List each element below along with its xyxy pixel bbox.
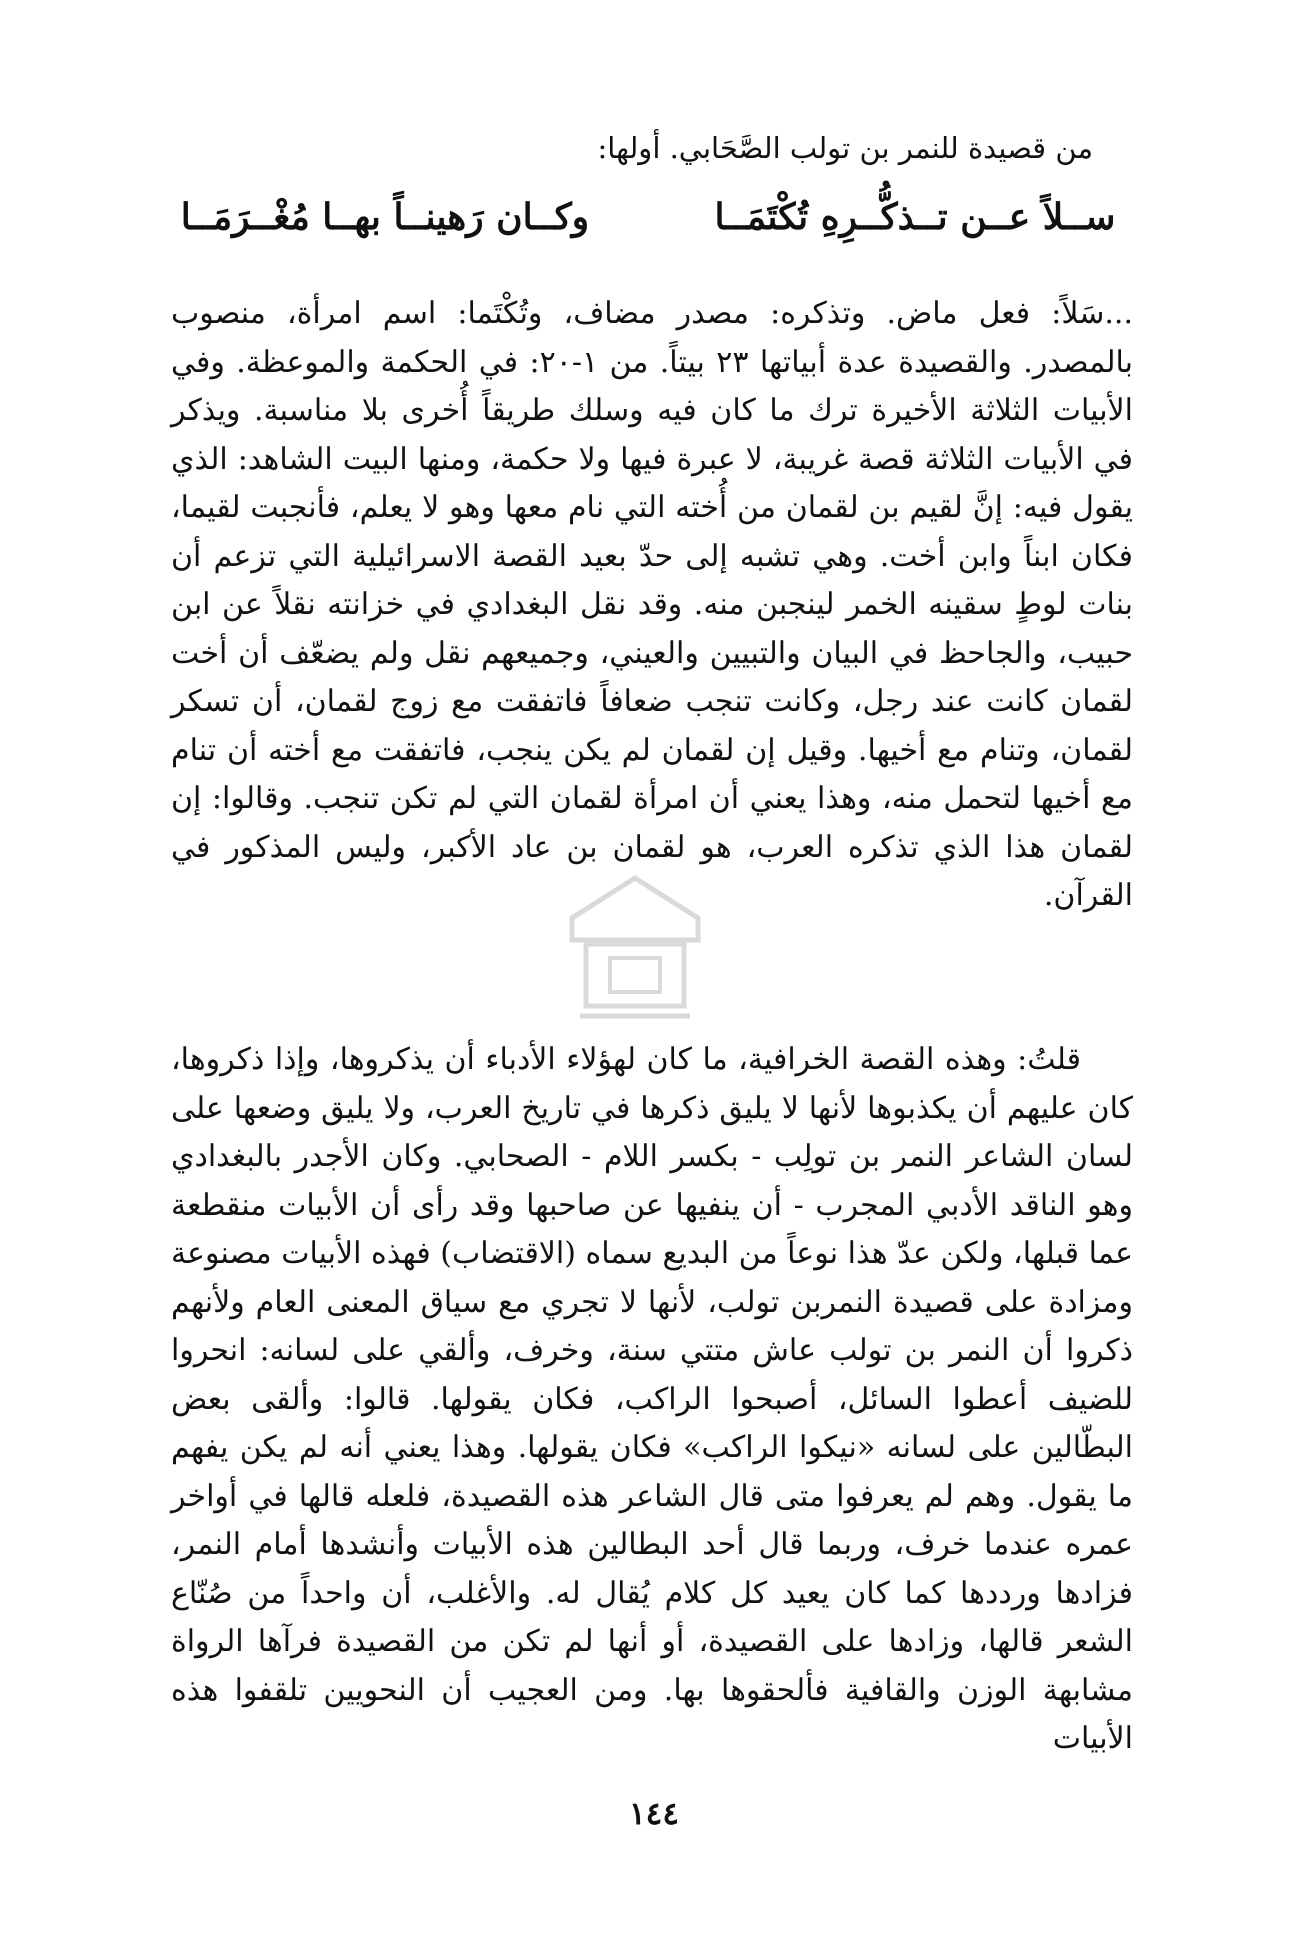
page-number: ١٤٤ (629, 1796, 679, 1832)
library-seal-watermark (560, 870, 710, 1030)
verse-first-hemistich: ســلاً عــن تــذكُّــرِهِ تُكْتَمَــا (714, 196, 1116, 238)
critique-paragraph: قلتُ: وهذه القصة الخرافية، ما كان لهؤلاء الأدباء أن يذكروها، وإذا ذكروها، كان عليهم أن يكذبوها لأنها لا يليق ذكرها في تاريخ العرب، ولا يليق وضعها على لسان الشاعر النمر بن تولِب - بكسر اللام - الصحابي. وكان الأجدر بالبغدادي وهو الناقد الأدبي المجرب - أن ينفيها عن صاحبها وقد رأى أن الأبيات منقطعة عما قبلها، ولكن عدّ هذا نوعاً من البديع سماه (الاقتضاب) فهذه الأبيات مصنوعة ومزادة على قصيدة النمربن تولب، لأنها لا تجري مع سياق المعنى العام ولأنهم ذكروا أن النمر بن تولب عاش متتي سنة، وخرف، وألقي على لسانه: انحروا للضيف أعطوا السائل، أصبحوا الراكب، فكان يقولها. قالوا: وألقى بعض البطّالين على لسانه «نيكوا الراكب» فكان يقولها. وهذا يعني أنه لم يكن يفهم ما يقول. وهم لم يعرفوا متى قال الشاعر هذه القصيدة، فلعله قالها في أواخر عمره عندما خرف، وربما قال أحد البطالين هذه الأبيات وأنشدها أمام النمر، فزادها ورددها كما كان يعيد كل كلام يُقال له. والأغلب، أن واحداً من صُنّاع الشعر قالها، وزادها على القصيدة، أو أنها لم تكن من القصيدة فرآها الرواة مشابهة الوزن والقافية فألحقوها بها. ومن العجيب أن النحويين تلقفوا هذه الأبيات (171, 1042, 1133, 1756)
verse-second-hemistich: وكــان رَهينــاً بهــا مُغْــرَمَــا (180, 196, 590, 238)
poem-verse (150, 196, 1150, 256)
commentary-paragraph: ...سَلاً: فعل ماض. وتذكره: مصدر مضاف، وتُكْتَما: اسم امرأة، منصوب بالمصدر. والقصيدة عدة أبياتها ٢٣ بيتاً. من ١-٢٠: في الحكمة والموعظة. وفي الأبيات الثلاثة الأخيرة ترك ما كان فيه وسلك طريقاً أُخرى بلا مناسبة. ويذكر في الأبيات الثلاثة قصة غريبة، لا عبرة فيها ولا حكمة، ومنها البيت الشاهد: الذي يقول فيه: إنَّ لقيم بن لقمان من أُخته التي نام معها وهو لا يعلم، فأنجبت لقيما، فكان ابناً وابن أخت. وهي تشبه إلى حدّ بعيد القصة الاسرائيلية التي تزعم أن بنات لوطٍ سقينه الخمر لينجبن منه. وقد نقل البغدادي في خزانته نقلاً عن ابن حبيب، والجاحظ في البيان والتبيين والعيني، وجميعهم نقل ولم يضعّف أن أخت لقمان كانت عند رجل، وكانت تنجب ضعافاً فاتفقت مع زوج لقمان، أن تسكر لقمان، وتنام مع أخيها. وقيل إن لقمان لم يكن ينجب، فاتفقت مع أخته أن تنام مع أخيها لتحمل منه، وهذا يعني أن امرأة لقمان التي لم تكن تنجب. وقالوا: إن لقمان هذا الذي تذكره العرب، هو لقمان بن عاد الأكبر، وليس المذكور في القرآن. (171, 296, 1134, 913)
intro-line: من قصيدة للنمر بن تولب الصَّحَابي. أولها: (597, 131, 1093, 165)
